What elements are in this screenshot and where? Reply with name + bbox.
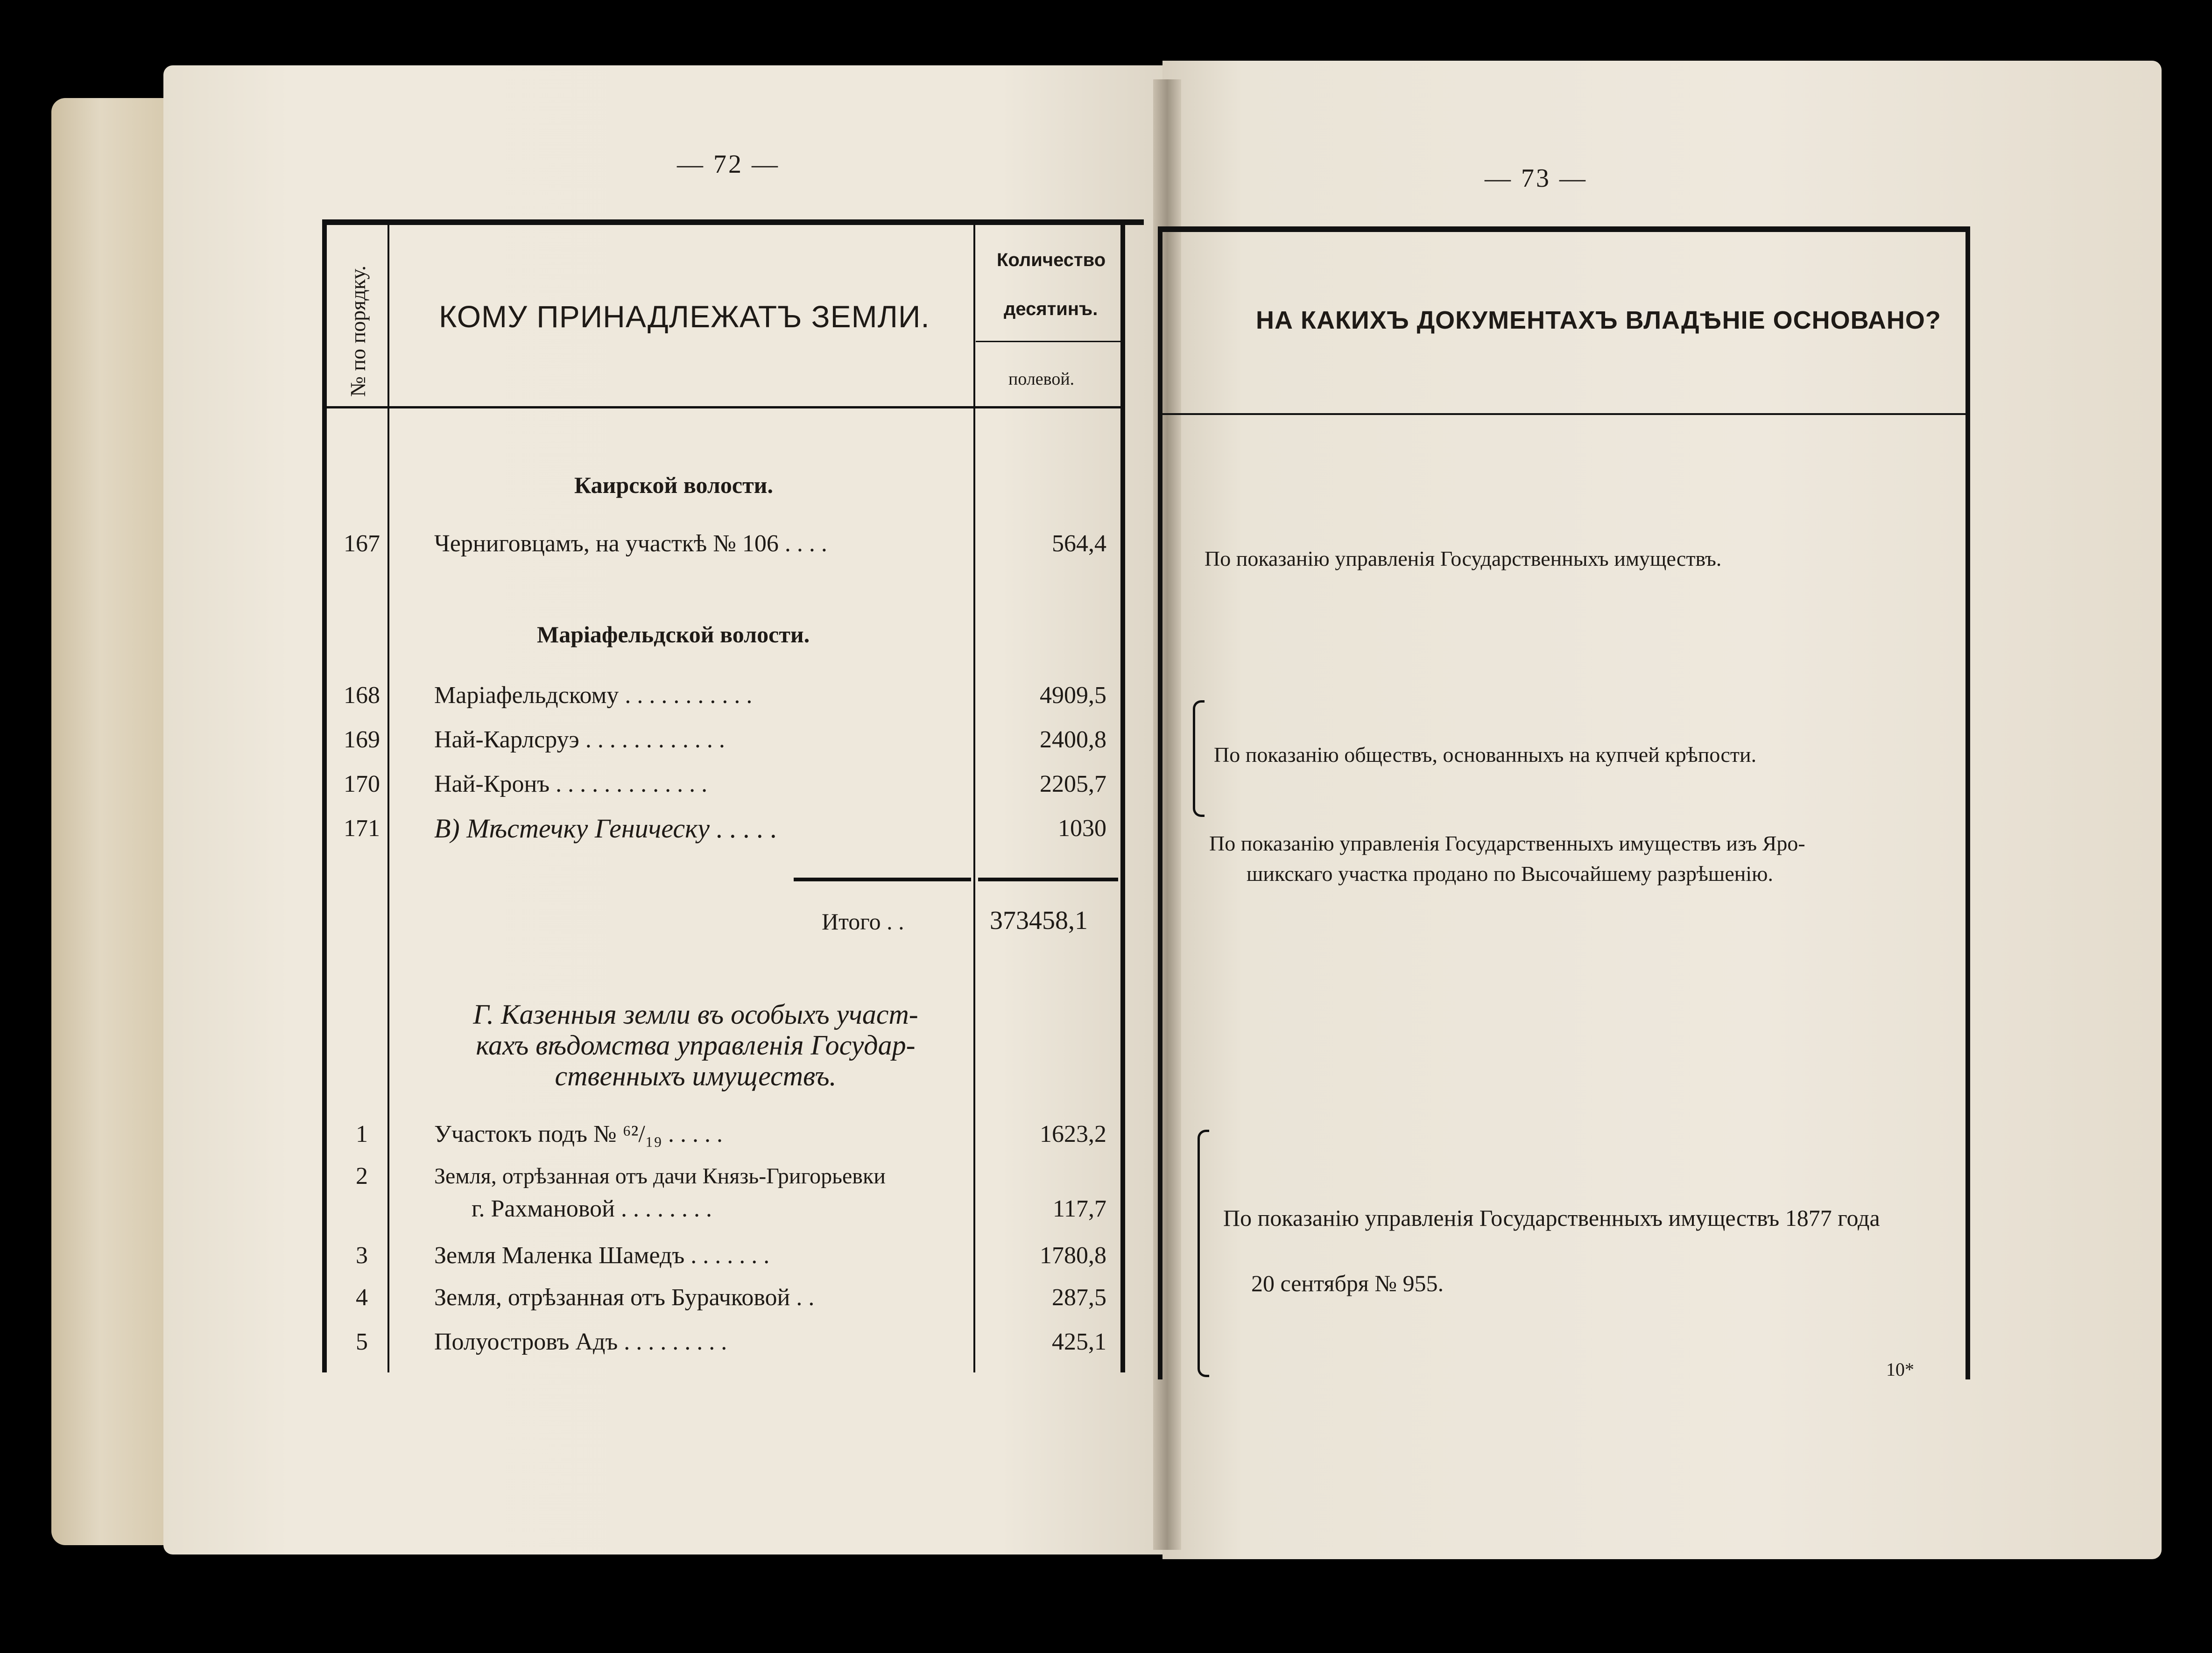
printer-signature: 10* bbox=[1886, 1359, 1914, 1380]
row-number: 171 bbox=[344, 815, 380, 842]
row-value: 4909,5 bbox=[1040, 682, 1106, 709]
qty-subheader: полевой. bbox=[1008, 369, 1075, 389]
entry-text: 20 сентября № 955. bbox=[1251, 1270, 1444, 1296]
right-page bbox=[1162, 61, 2162, 1559]
table-row bbox=[327, 1237, 1120, 1274]
header-bottom-rule bbox=[1158, 413, 1970, 415]
row-name: В) Мѣстечку Геническу . . . . . bbox=[434, 813, 777, 844]
heading-line: Г. Казенныя земли въ особыхъ участ- bbox=[473, 999, 918, 1030]
row-name: Земля Маленка Шамедъ . . . . . . . bbox=[434, 1242, 770, 1269]
table-left-border bbox=[322, 219, 327, 1372]
row-value: 1780,8 bbox=[1040, 1242, 1106, 1269]
row-value: 1030 bbox=[1058, 815, 1106, 842]
row-value: 564,4 bbox=[1052, 530, 1106, 557]
page-number-right: — 73 — bbox=[1485, 164, 1587, 193]
row-value: 2205,7 bbox=[1040, 771, 1106, 797]
table-row bbox=[327, 1158, 1120, 1195]
row-number: 3 bbox=[356, 1242, 368, 1269]
entry-text: По показанію обществъ, основанныхъ на купчей крѣпости. bbox=[1214, 743, 1757, 767]
row-name: Полуостровъ Адъ . . . . . . . . . bbox=[434, 1329, 727, 1355]
table-row bbox=[327, 766, 1120, 803]
row-name: Земля, отрѣзанная отъ дачи Князь-Григорьевки bbox=[434, 1164, 886, 1189]
row-number: 5 bbox=[356, 1329, 368, 1355]
row-value: 1623,2 bbox=[1040, 1121, 1106, 1147]
row-number: 4 bbox=[356, 1284, 368, 1311]
heading-line: кахъ вѣдомства управленія Государ- bbox=[476, 1030, 916, 1061]
table-right-border bbox=[1965, 226, 1970, 1379]
row-value: 287,5 bbox=[1052, 1284, 1106, 1311]
section-heading-state-lands bbox=[420, 999, 971, 1091]
section-heading-mariafeld: Маріафельдской волости. bbox=[537, 621, 810, 647]
table-top-rule bbox=[322, 219, 1144, 225]
row-name: Земля, отрѣзанная отъ Бурачковой . . bbox=[434, 1284, 815, 1311]
row-name: Черниговцамъ, на участкѣ № 106 . . . . bbox=[434, 530, 827, 557]
row-name: Маріафельдскому . . . . . . . . . . . bbox=[434, 682, 753, 709]
row-value: 425,1 bbox=[1052, 1329, 1106, 1355]
table-row bbox=[327, 1116, 1120, 1153]
total-value: 373458,1 bbox=[990, 906, 1088, 935]
row-number: 169 bbox=[344, 726, 380, 753]
qty-header-line2: десятинъ. bbox=[1004, 299, 1098, 319]
entry-text: По показанію управленія Государственныхъ имуществъ изъ Яро- bbox=[1209, 831, 1805, 855]
row-number: 170 bbox=[344, 771, 380, 797]
row-value: 117,7 bbox=[1052, 1196, 1106, 1222]
row-name: Най-Кронъ . . . . . . . . . . . . . bbox=[434, 771, 708, 797]
qty-header-line1: Количество bbox=[997, 250, 1106, 270]
row-number: 1 bbox=[356, 1121, 368, 1147]
table-row bbox=[327, 677, 1120, 714]
entry-text: По показанію управленія Государственныхъ имуществъ 1877 года bbox=[1223, 1205, 1880, 1231]
row-number: 168 bbox=[344, 682, 380, 709]
table-row bbox=[327, 1279, 1120, 1316]
total-rule bbox=[794, 878, 971, 881]
brace bbox=[1198, 1130, 1209, 1377]
table-row bbox=[327, 525, 1120, 563]
table-row bbox=[327, 1190, 1120, 1228]
row-name: Участокъ подъ № ⁶²/₁₉ . . . . . bbox=[434, 1121, 723, 1147]
page-edges bbox=[51, 98, 173, 1545]
brace bbox=[1193, 700, 1205, 817]
table-row bbox=[327, 810, 1120, 847]
header-bottom-rule bbox=[327, 406, 1125, 408]
qty-sub-rule bbox=[976, 341, 1120, 342]
entry-text: шикскаго участка продано по Высочайшему разрѣшенію. bbox=[1247, 862, 1774, 886]
table-top-rule bbox=[1158, 226, 1970, 232]
row-value: 2400,8 bbox=[1040, 726, 1106, 753]
column-documents-header: НА КАКИХЪ ДОКУМЕНТАХЪ ВЛАДѢНІЕ ОСНОВАНО? bbox=[1256, 306, 1941, 334]
page-number-left: — 72 — bbox=[677, 150, 780, 179]
table-row bbox=[327, 721, 1120, 759]
table-right-border bbox=[1120, 219, 1125, 1372]
row-number: 167 bbox=[344, 530, 380, 557]
column-owner-header: КОМУ ПРИНАДЛЕЖАТЪ ЗЕМЛИ. bbox=[439, 299, 930, 334]
table-row bbox=[327, 1323, 1120, 1361]
heading-line: ственныхъ имуществъ. bbox=[555, 1061, 837, 1091]
row-name: Най-Карлсруэ . . . . . . . . . . . . bbox=[434, 726, 725, 753]
book-spine bbox=[1153, 79, 1181, 1550]
total-rule bbox=[978, 878, 1118, 881]
entry-text: По показанію управленія Государственныхъ имуществъ. bbox=[1205, 547, 1722, 570]
table-left-border bbox=[1158, 226, 1162, 1379]
section-heading-kairy: Каирской волости. bbox=[574, 472, 773, 498]
column-number-header: № по порядку. bbox=[346, 265, 370, 397]
row-number: 2 bbox=[356, 1163, 368, 1189]
row-name: г. Рахмановой . . . . . . . . bbox=[472, 1196, 712, 1222]
total-label: Итого . . bbox=[822, 908, 904, 935]
